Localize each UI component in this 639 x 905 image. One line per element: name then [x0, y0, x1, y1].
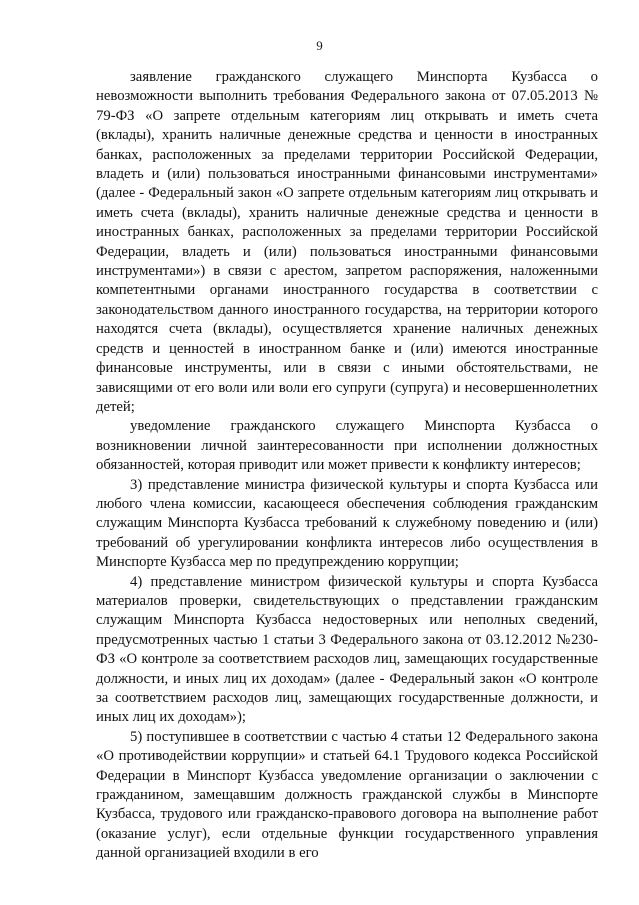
paragraph-item-3-minister-submission: 3) представление министра физической культуры и спорта Кузбасса или любого члена комиссии, касающееся обеспечения соблюдения гражданским служащим Минспорта Кузбасса требований к служебному поведению и (или) требований об урегулировании конфликта интересов либо осуществления в Минспорте Кузбасса мер по предупреждению коррупции; [96, 476, 598, 571]
paragraph-conflict-of-interest-notice: уведомление гражданского служащего Минспорта Кузбасса о возникновении личной заинтересованности при исполнении должностных обязанностей, которая приводит или может привести к конфликту интересов; [96, 418, 598, 474]
page-number: 9 [316, 38, 323, 53]
paragraph-item-5-organization-notice: 5) поступившее в соответствии с частью 4 статьи 12 Федерального закона «О противодействии коррупции» и статьей 64.1 Трудового кодекса Российской Федерации в Минспорт Кузбасса уведомление организации о заключении с гражданином, замещавшим должность гражданской службы в Минспорте Кузбасса, трудового или гражданско-правового договора на выполнение работ (оказание услуг), если отдельные функции государственного управления данной организацией входили в его [96, 728, 598, 862]
document-body [96, 68, 598, 864]
paragraph-statement-of-impossibility: заявление гражданского служащего Минспорта Кузбасса о невозможности выполнить требования Федерального закона от 07.05.2013 № 79-ФЗ «О запрете отдельным категориям лиц открывать и иметь счета (вклады), хранить наличные денежные средства и ценности в иностранных банках, расположенных за пределами территории Российской Федерации, владеть и (или) пользоваться иностранными финансовыми инструментами» (далее - Федеральный закон «О запрете отдельным категориям лиц открывать и иметь счета (вклады), хранить наличные денежные средства и ценности в иностранных банках, расположенных за пределами территории Российской Федерации, владеть и (или) пользоваться иностранными финансовыми инструментами») в связи с арестом, запретом распоряжения, наложенными компетентными органами иностранного государства в соответствии с законодательством данного иностранного государства, на территории которого находятся счета (вклады), осуществляется хранение наличных денежных средств и ценностей в иностранном банке и (или) имеются иностранные финансовые инструменты, или в связи с иными обстоятельствами, не зависящими от его воли или воли его супруги (супруга) и несовершеннолетних детей; [96, 69, 598, 415]
paragraph-item-4-audit-materials: 4) представление министром физической культуры и спорта Кузбасса материалов проверки, свидетельствующих о представлении гражданским служащим Минспорта Кузбасса недостоверных или неполных сведений, предусмотренных частью 1 статьи 3 Федерального закона от 03.12.2012 №230-ФЗ «О контроле за соответствием расходов лиц, замещающих государственные должности, и иных лиц их доходам» (далее - Федеральный закон «О контроле за соответствием расходов лиц, замещающих государственные должности, и иных лиц их доходам»); [96, 573, 598, 726]
